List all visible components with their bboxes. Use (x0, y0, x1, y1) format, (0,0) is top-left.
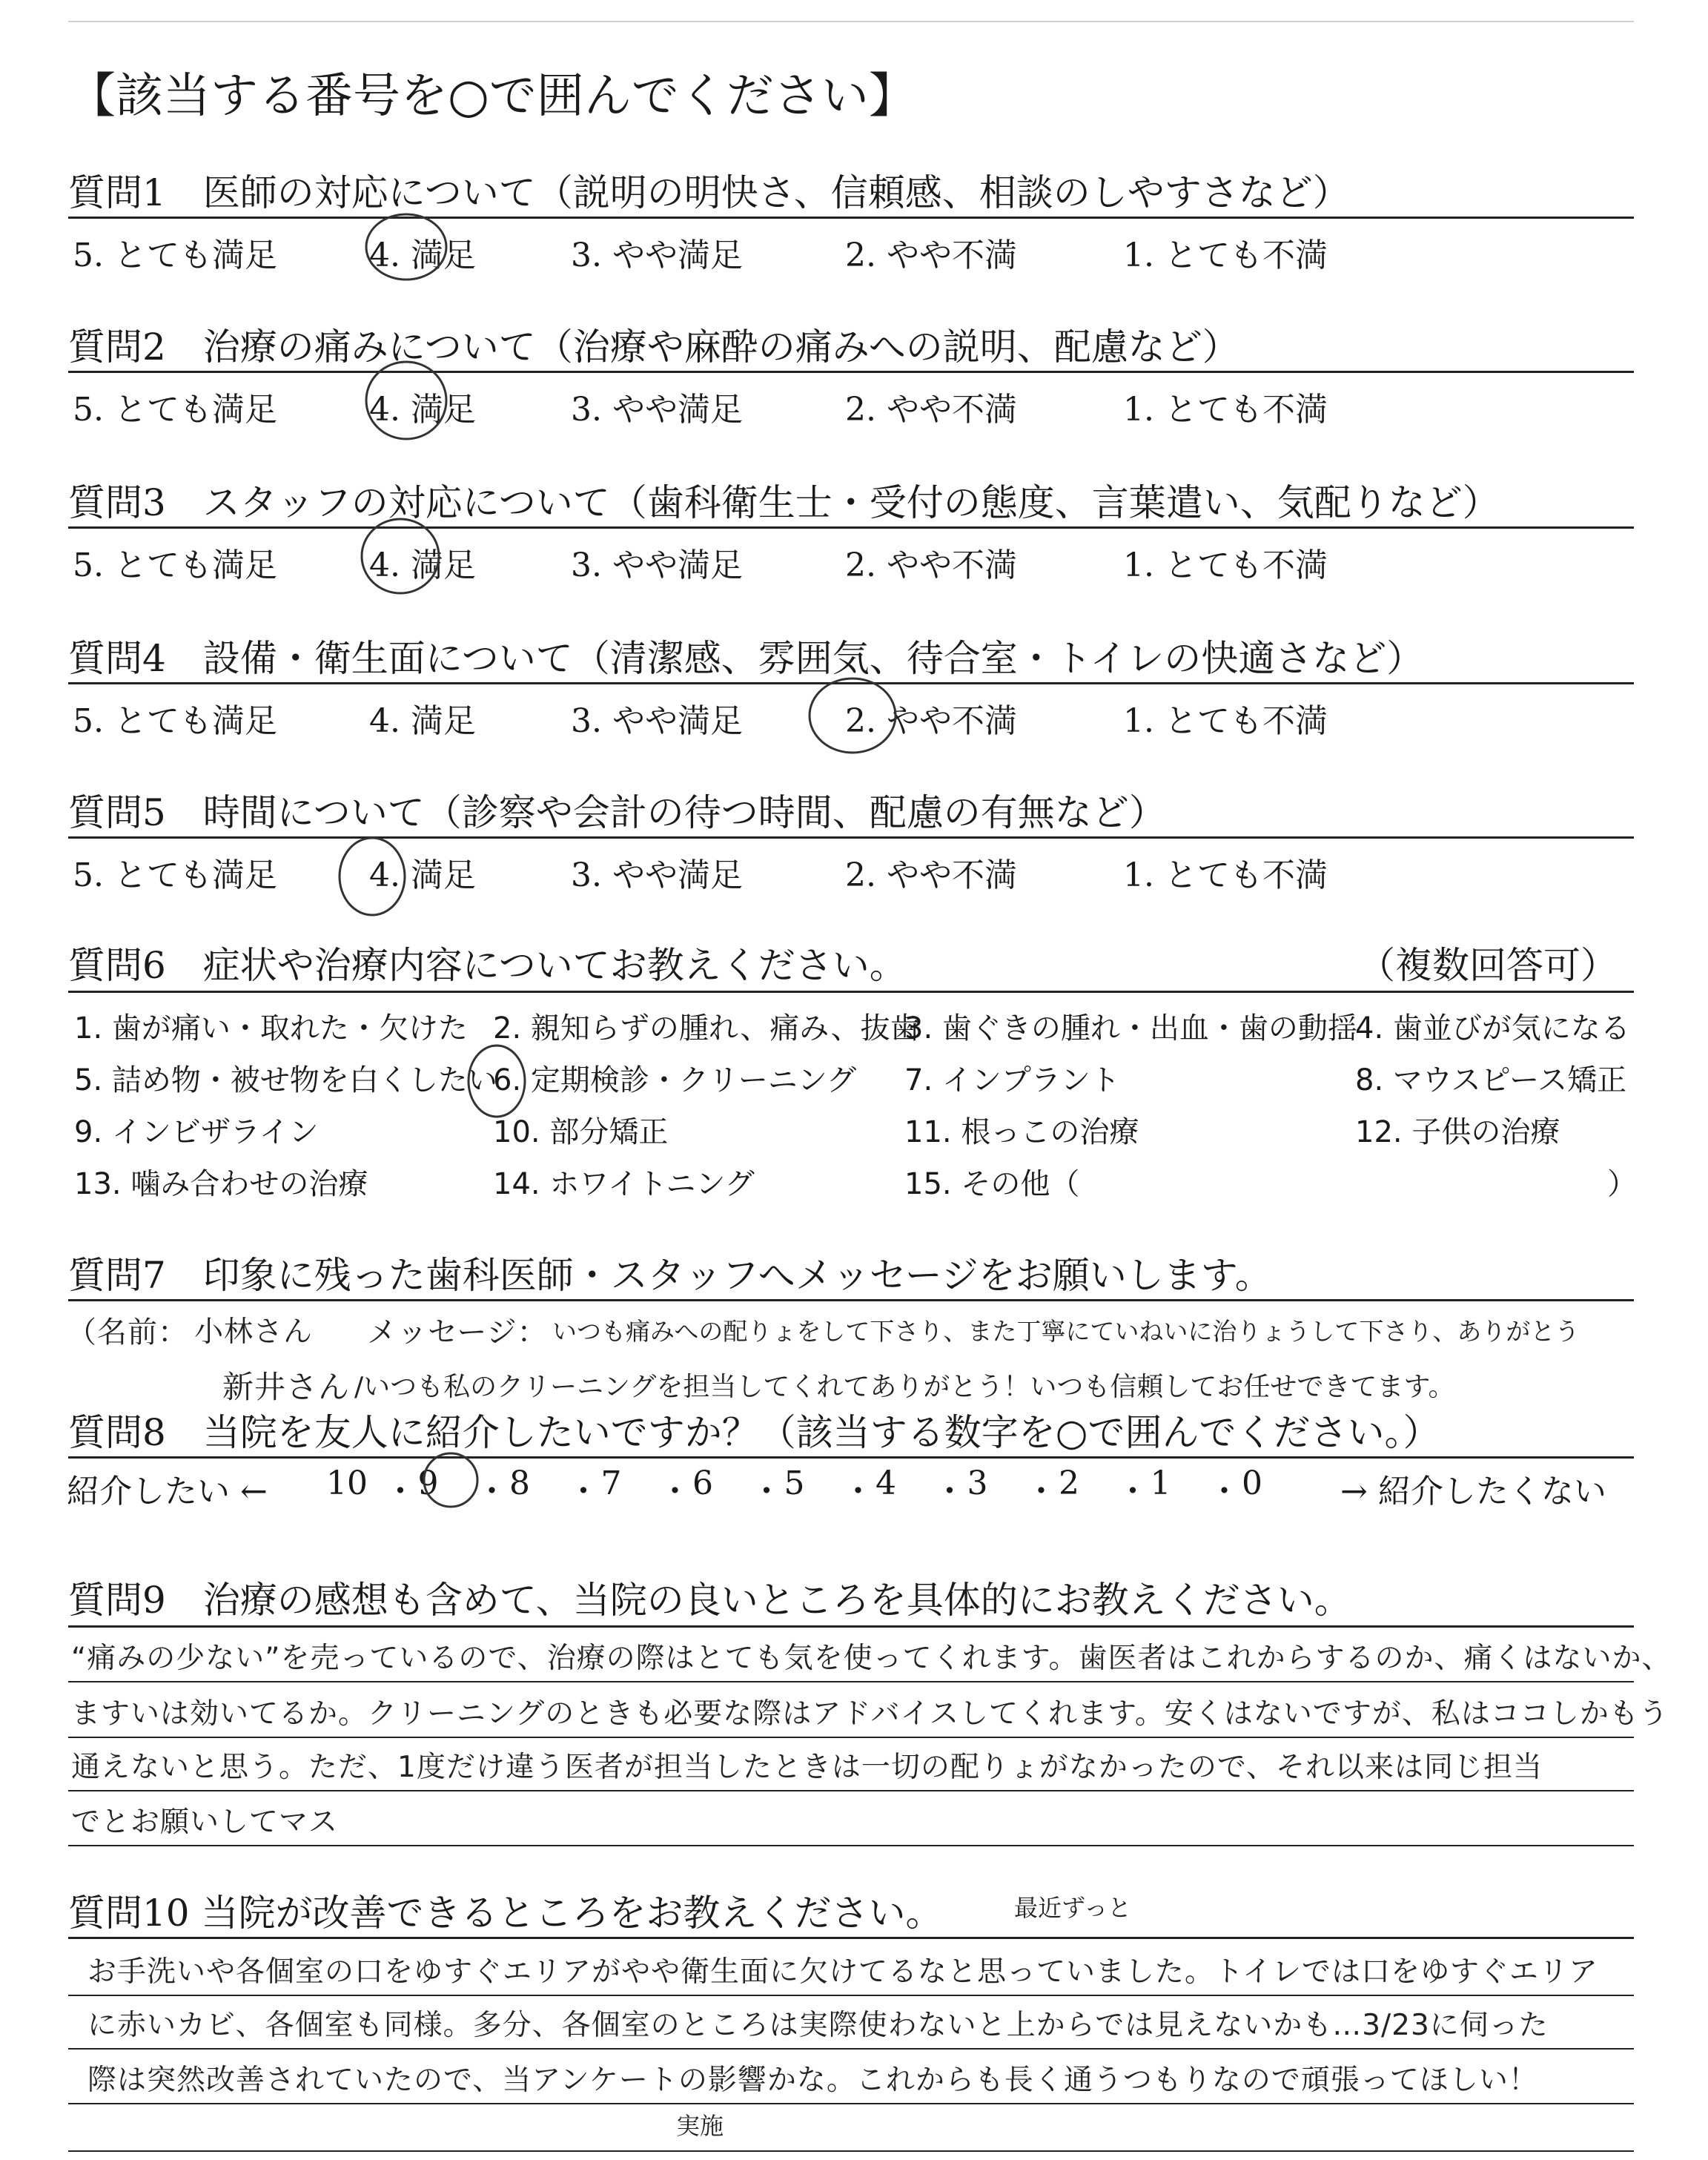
q3-option-5[interactable]: 5. とても満足 (73, 546, 277, 584)
q8-right-label: → 紹介したくない (1340, 1473, 1606, 1510)
q6-circle (469, 1046, 525, 1117)
q8-scale-3[interactable]: 3 (967, 1464, 988, 1502)
q5-option-4[interactable]: 4. 満足 (369, 856, 476, 894)
q2-option-5[interactable]: 5. とても満足 (73, 391, 277, 429)
q8-scale-1[interactable]: 1 (1150, 1464, 1171, 1502)
page-header: 【該当する番号を○で囲んでください】 (68, 69, 916, 124)
q4-option-3[interactable]: 3. やや満足 (571, 702, 743, 740)
q1-option-5[interactable]: 5. とても満足 (73, 237, 277, 274)
q5-option-5[interactable]: 5. とても満足 (73, 856, 277, 894)
q5-option-1[interactable]: 1. とても不満 (1123, 856, 1328, 894)
q3-title: 質問3 スタッフの対応について（歯科衛生士・受付の態度、言葉遣い、気配りなど） (68, 481, 1500, 524)
q2-option-3[interactable]: 3. やや満足 (571, 391, 743, 429)
q8-scale-separator: ・ (658, 1473, 692, 1510)
q3-option-3[interactable]: 3. やや満足 (571, 546, 743, 584)
q1-title: 質問1 医師の対応について（説明の明快さ、信頼感、相談のしやすさなど） (68, 171, 1350, 214)
q8-scale-separator: ・ (567, 1473, 600, 1510)
q6-option-2[interactable]: 2. 親知らずの腫れ、痛み、抜歯 (493, 1011, 920, 1046)
q8-scale-0[interactable]: 0 (1242, 1464, 1262, 1502)
q8-scale-separator: ・ (750, 1473, 783, 1510)
q6-option-4[interactable]: 4. 歯並びが気になる (1355, 1011, 1630, 1046)
q7-message-label: メッセージ： (367, 1315, 548, 1350)
q5-option-2[interactable]: 2. やや不満 (845, 856, 1017, 894)
q10-title: 質問10 当院が改善できるところをお教えください。 (68, 1892, 943, 1935)
q8-scale-6[interactable]: 6 (692, 1464, 713, 1502)
q8-scale-9[interactable]: 9 (417, 1464, 439, 1502)
q2-circle (366, 362, 446, 439)
q9-title: 質問9 治療の感想も含めて、当院の良いところを具体的にお教えください。 (68, 1579, 1351, 1622)
q2-option-2[interactable]: 2. やや不満 (845, 391, 1017, 429)
q8-scale-10[interactable]: 10 (326, 1464, 368, 1502)
q4-option-1[interactable]: 1. とても不満 (1123, 702, 1328, 740)
q6-title: 質問6 症状や治療内容についてお教えください。 (68, 944, 907, 987)
q6-option-7[interactable]: 7. インプラント (904, 1063, 1120, 1097)
q6-option-10[interactable]: 10. 部分矯正 (493, 1115, 669, 1149)
q8-scale-7[interactable]: 7 (600, 1464, 622, 1502)
q1-option-1[interactable]: 1. とても不満 (1123, 237, 1328, 274)
q6-option-15[interactable]: 15. その他（ (904, 1167, 1080, 1201)
q3-option-2[interactable]: 2. やや不満 (845, 546, 1017, 584)
q7-name-label: （名前： (67, 1315, 188, 1350)
q2-option-1[interactable]: 1. とても不満 (1123, 391, 1328, 429)
q8-scale-separator: ・ (1208, 1473, 1241, 1510)
q8-scale-separator: ・ (384, 1473, 417, 1510)
q10-answer-line: お手洗いや各個室の口をゆすぐエリアがやや衛生面に欠けてるなと思っていました。トイレでは口をゆすぐエリア (87, 1955, 1599, 1989)
q3-option-1[interactable]: 1. とても不満 (1123, 546, 1328, 584)
q6-option-15-close: ） (1607, 1167, 1637, 1201)
q5-option-3[interactable]: 3. やや満足 (571, 856, 743, 894)
q7-message-1: いつも痛みへの配りょをして下さり、また丁寧にていねいに治りょうして下さり、ありがとう (552, 1317, 1580, 1346)
q6-option-6[interactable]: 6. 定期検診・クリーニング (493, 1063, 857, 1097)
q9-answer-line: 通えないと思う。ただ、1度だけ違う医者が担当したときは一切の配りょがなかったので、それ以来は同じ担当 (71, 1751, 1543, 1784)
q10-answer-line: 際は突然改善されていたので、当アンケートの影響かな。これからも長く通うつもりなので頑張ってほしい！ (87, 2064, 1538, 2097)
q10-insert-note-2: 実施 (676, 2112, 724, 2140)
q8-scale-separator: ・ (1116, 1473, 1149, 1510)
q8-scale-8[interactable]: 8 (509, 1464, 530, 1502)
q6-option-13[interactable]: 13. 噛み合わせの治療 (74, 1167, 368, 1201)
q6-option-11[interactable]: 11. 根っこの治療 (904, 1115, 1139, 1149)
q6-option-1[interactable]: 1. 歯が痛い・取れた・欠けた (74, 1011, 468, 1046)
q1-option-2[interactable]: 2. やや不満 (845, 237, 1017, 274)
q7-name-2: 新井さん (222, 1369, 351, 1405)
q7-title: 質問7 印象に残った歯科医師・スタッフへメッセージをお願いします。 (68, 1254, 1272, 1297)
q8-scale-separator: ・ (841, 1473, 875, 1510)
q5-circle (340, 838, 405, 915)
q4-circle (810, 678, 896, 753)
q8-scale-separator: ・ (933, 1473, 966, 1510)
q9-answer-line: “痛みの少ない”を売っているので、治療の際はとても気を使ってくれます。歯医者はこれからするのか、痛くはないか、 (71, 1642, 1672, 1675)
q3-circle (362, 519, 439, 593)
q7-name-1: 小林さん (194, 1315, 314, 1349)
q8-scale-2[interactable]: 2 (1059, 1464, 1079, 1502)
q8-scale-separator: ・ (1025, 1473, 1058, 1510)
q4-option-4[interactable]: 4. 満足 (369, 702, 476, 740)
q8-scale-5[interactable]: 5 (784, 1464, 805, 1502)
q4-option-5[interactable]: 5. とても満足 (73, 702, 277, 740)
q3-option-4[interactable]: 4. 満足 (369, 546, 476, 584)
q6-option-9[interactable]: 9. インビザライン (74, 1115, 319, 1149)
q6-option-3[interactable]: 3. 歯ぐきの腫れ・出血・歯の動揺 (904, 1011, 1357, 1046)
q1-option-4[interactable]: 4. 満足 (369, 237, 476, 274)
q2-option-4[interactable]: 4. 満足 (369, 391, 476, 429)
q4-option-2[interactable]: 2. やや不満 (845, 702, 1017, 740)
q8-scale-separator: ・ (475, 1473, 509, 1510)
q6-option-8[interactable]: 8. マウスピース矯正 (1355, 1063, 1627, 1097)
q10-answer-line: に赤いカビ、各個室も同様。多分、各個室のところは実際使わないと上からでは見えないかも…3/23に伺った (87, 2009, 1549, 2042)
q4-title: 質問4 設備・衛生面について（清潔感、雰囲気、待合室・トイレの快適さなど） (68, 637, 1424, 680)
q1-option-3[interactable]: 3. やや満足 (571, 237, 743, 274)
q1-circle (366, 214, 446, 280)
q5-title: 質問5 時間について（診察や会計の待つ時間、配慮の有無など） (68, 791, 1166, 834)
q2-title: 質問2 治療の痛みについて（治療や麻酔の痛みへの説明、配慮など） (68, 326, 1239, 369)
q9-answer-line: ますいは効いてるか。クリーニングのときも必要な際はアドバイスしてくれます。安くはないですが、私はココしかもう (71, 1697, 1669, 1731)
q8-scale-4[interactable]: 4 (875, 1464, 896, 1502)
q6-note: （複数回答可） (1358, 944, 1618, 987)
q6-option-12[interactable]: 12. 子供の治療 (1355, 1115, 1560, 1149)
q10-insert-note: 最近ずっと (1014, 1894, 1132, 1922)
q6-option-5[interactable]: 5. 詰め物・被せ物を白くしたい (74, 1063, 497, 1097)
q7-message-2: /いつも私のクリーニングを担当してくれてありがとう！いつも信頼してお任せできてます。 (354, 1372, 1455, 1402)
q8-left-label: 紹介したい ← (67, 1473, 268, 1510)
q8-title: 質問8 当院を友人に紹介したいですか？（該当する数字を○で囲んでください。） (68, 1411, 1440, 1454)
q8-circle (424, 1453, 477, 1507)
q6-option-14[interactable]: 14. ホワイトニング (493, 1167, 755, 1201)
q9-answer-line: でとお願いしてマス (71, 1806, 339, 1839)
